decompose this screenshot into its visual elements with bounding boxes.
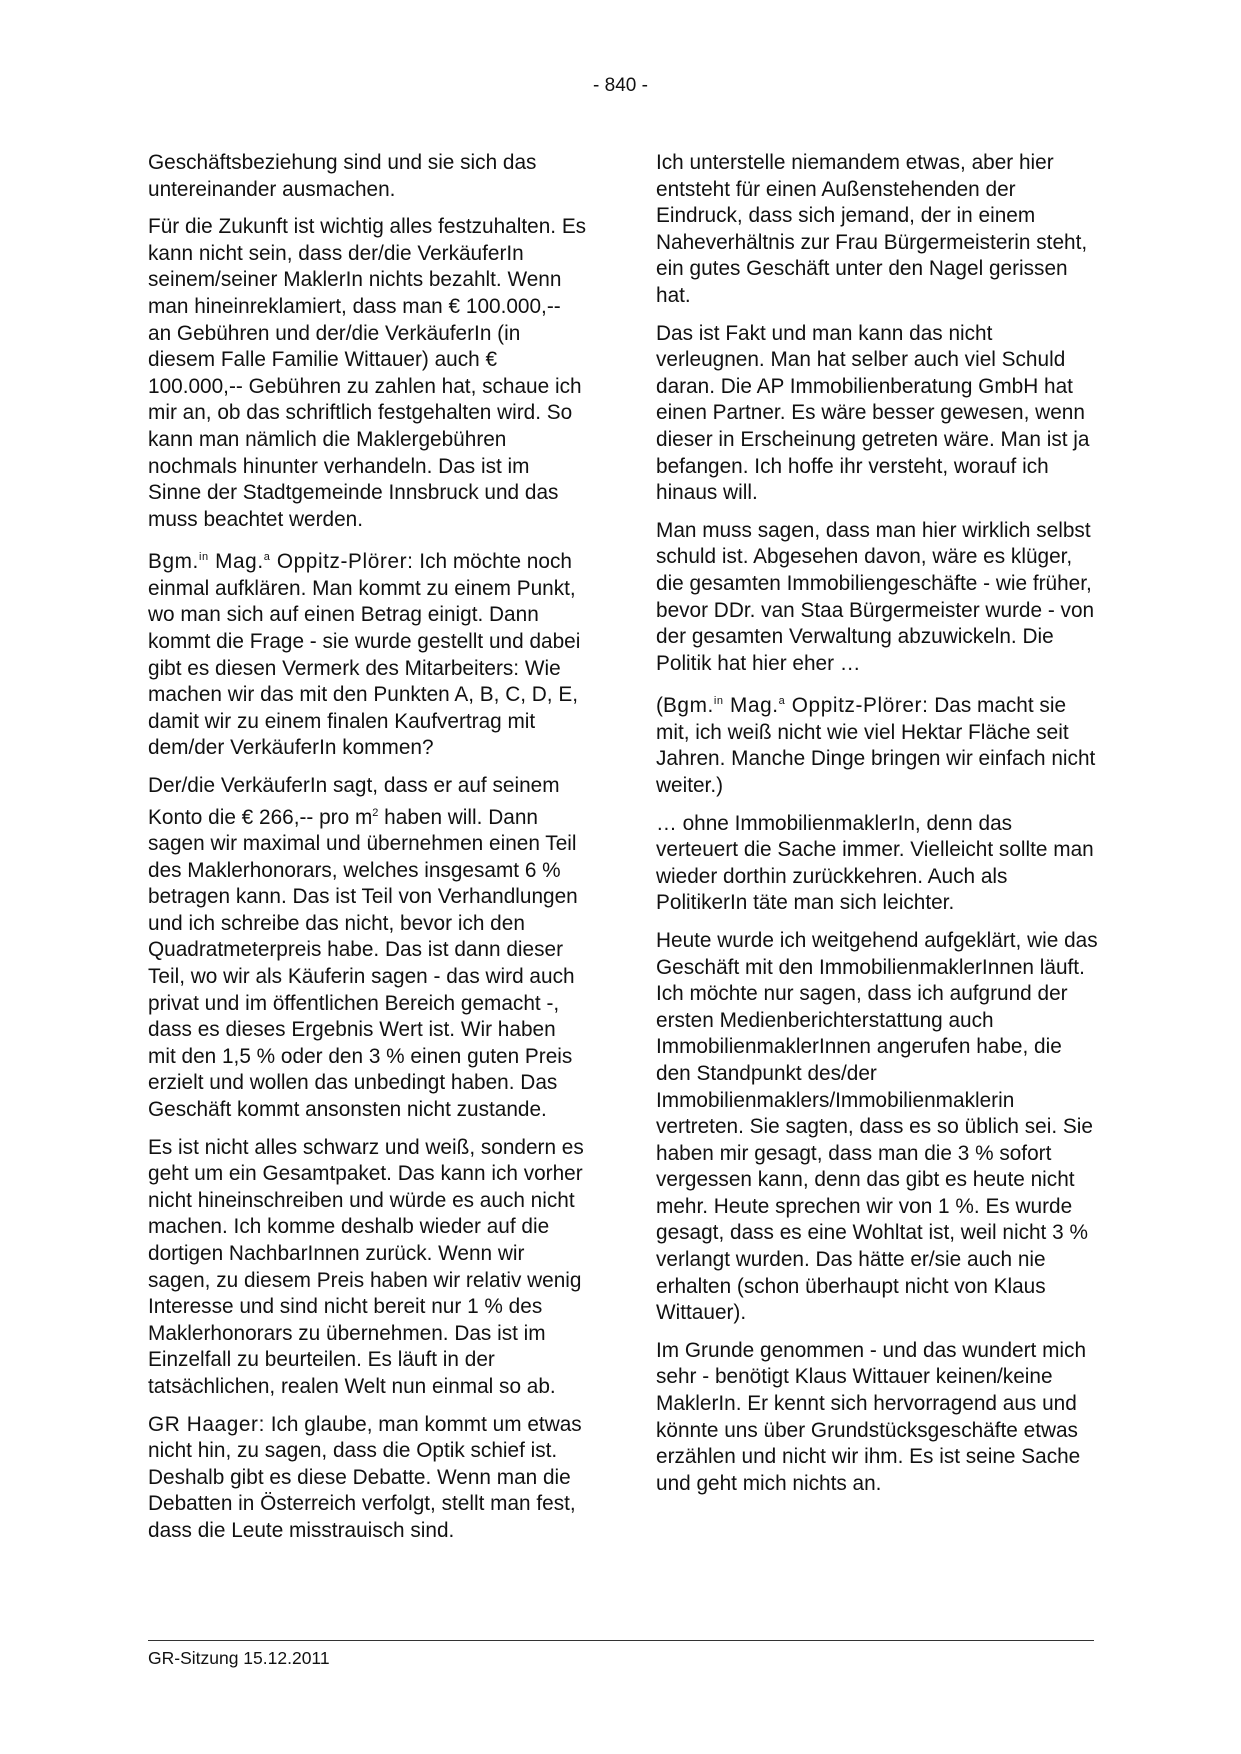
paragraph: Für die Zukunft ist wichtig alles festzuhalten. Es kann nicht sein, dass der/die VerkäuferIn seinem/seiner MaklerIn nichts bezahlt. Wenn man hineinreklamiert, dass man € 100.000,-- an Gebühren und der/die VerkäuferIn (in diesem Falle Familie Wittauer) auch € 100.000,-- Gebühren zu zahlen hat, schaue ich mir an, ob das schriftlich festgehalten wird. So kann man nämlich die Maklergebühren nochmals hinunter verhandeln. Das ist im Sinne der Stadtgemeinde Innsbruck und das muss beachtet werden.: [148, 215, 587, 531]
speaker-name: Bgm.$^{in}$ Mag.$^a$ Oppitz-Plörer:: [148, 550, 414, 574]
paragraph: Heute wurde ich weitgehend aufgeklärt, wie das Geschäft mit den ImmobilienmaklerInnen läuft. Ich möchte nur sagen, dass ich aufgrund der ersten Medienberichterstattung auch ImmobilienmaklerInnen angerufen habe, die den Standpunkt des/der Immobilienmaklers/Immobilienmaklerin vertreten. Sie sagten, dass es so üblich sei. Sie haben mir gesagt, dass man die 3 % sofort vergessen kann, denn das gibt es heute nicht mehr. Heute sprechen wir von 1 %. Es wurde gesagt, dass es eine Wohltat ist, weil nicht 3 % verlangt wurden. Das hätte er/sie auch nie erhalten (schon überhaupt nicht von Klaus Wittauer).: [656, 928, 1098, 1325]
speaker-name: Bgm.$^{in}$ Mag.$^a$ Oppitz-Plörer:: [662, 694, 929, 718]
paragraph: Das ist Fakt und man kann das nicht verleugnen. Man hat selber auch viel Schuld daran. Die AP Immobilienberatung GmbH hat einen Partner. Es wäre besser gewesen, wenn dieser in Erscheinung getreten wäre. Man ist ja befangen. Ich hoffe ihr versteht, worauf ich hinaus will.: [656, 321, 1090, 505]
paragraph: Der/die VerkäuferIn sagt, dass er auf seinem Konto die € 266,-- pro $m^2$ haben will. Dann sagen wir maximal und übernehmen einen Teil des Maklerhonorars, welches insgesamt 6 % betragen kann. Das ist Teil von Verhandlungen und ich schreibe das nicht, bevor ich den Quadratmeterpreis habe. Das ist dann dieser Teil, wo wir als Käuferin sagen - das wird auch privat und im öffentlichen Bereich gemacht -, dass es dieses Ergebnis Wert ist. Wir haben mit den 1,5 % oder den 3 % einen guten Preis erzielt und wollen das unbedingt haben. Das Geschäft kommt ansonsten nicht zustande.: [148, 773, 578, 1122]
paragraph: Ich unterstelle niemandem etwas, aber hier entsteht für einen Außenstehenden der Eindruck, dass sich jemand, der in einem Naheverhältnis zur Frau Bürgermeisterin steht, ein gutes Geschäft unter den Nagel gerissen hat.: [656, 151, 1088, 307]
paragraph: Geschäftsbeziehung sind und sie sich das untereinander ausmachen.: [148, 151, 537, 201]
paragraph: Man muss sagen, dass man hier wirklich selbst schuld ist. Abgesehen davon, wäre es klüger, die gesamten Immobiliengeschäfte - wie früher, bevor DDr. van Staa Bürgermeister wurde - von der gesamten Verwaltung abzuwickeln. Die Politik hat hier eher …: [656, 518, 1095, 675]
speech-text: Das macht sie mit, ich weiß nicht wie viel Hektar Fläche seit Jahren. Manche Dinge bringen wir einfach nicht weiter.): [656, 694, 1096, 797]
paragraph: (Bgm.$^{in}$ Mag.$^a$ Oppitz-Plörer: Das macht sie mit, ich weiß nicht wie viel Hektar Fläche seit Jahren. Manche Dinge bringen wir einfach nicht weiter.): [656, 694, 1096, 797]
paragraph: [148, 1412, 588, 1545]
speaker-name: GR Haager:: [148, 1412, 265, 1436]
paragraph: Im Grunde genommen - und das wundert mich sehr - benötigt Klaus Wittauer keinen/keine MaklerIn. Er kennt sich hervorragend aus und könnte uns über Grundstücksgeschäfte etwas erzählen und nicht wir ihm. Es ist seine Sache und geht mich nichts an.: [656, 1338, 1087, 1495]
footer-divider: [148, 1640, 1094, 1641]
speech-text: Ich möchte noch einmal aufklären. Man kommt zu einem Punkt, wo man sich auf einen Betrag einigt. Dann kommt die Frage - sie wurde gestellt und dabei gibt es diesen Vermerk des Mitarbeiters: Wie machen wir das mit den Punkten A, B, C, D, E, damit wir zu einem finalen Kaufvertrag mit dem/der VerkäuferIn kommen?: [148, 550, 581, 760]
right-column: [656, 150, 1098, 1508]
paragraph: Es ist nicht alles schwarz und weiß, sondern es geht um ein Gesamtpaket. Das kann ich vorher nicht hineinschreiben und würde es auch nicht machen. Ich komme deshalb wieder auf die dortigen NachbarInnen zurück. Wenn wir sagen, zu diesem Preis haben wir relativ wenig Interesse und sind nicht bereit nur 1 % des Maklerhonorars zu übernehmen. Das ist im Einzelfall zu beurteilen. Es läuft in der tatsächlichen, realen Welt nun einmal so ab.: [148, 1135, 584, 1398]
left-column: [148, 150, 588, 1556]
paragraph: [148, 544, 588, 762]
footer-session-date: GR-Sitzung 15.12.2011: [148, 1648, 330, 1668]
page-number: - 840 -: [593, 75, 648, 96]
paragraph: … ohne ImmobilienmaklerIn, denn das verteuert die Sache immer. Vielleicht sollte man wieder dorthin zurückkehren. Auch als PolitikerIn täte man sich leichter.: [656, 811, 1094, 915]
speech-text: Ich glaube, man kommt um etwas nicht hin, zu sagen, dass die Optik schief ist. Deshalb gibt es diese Debatte. Wenn man die Debatten in Österreich verfolgt, stellt man fest, dass die Leute misstrauisch sind.: [148, 1412, 582, 1542]
